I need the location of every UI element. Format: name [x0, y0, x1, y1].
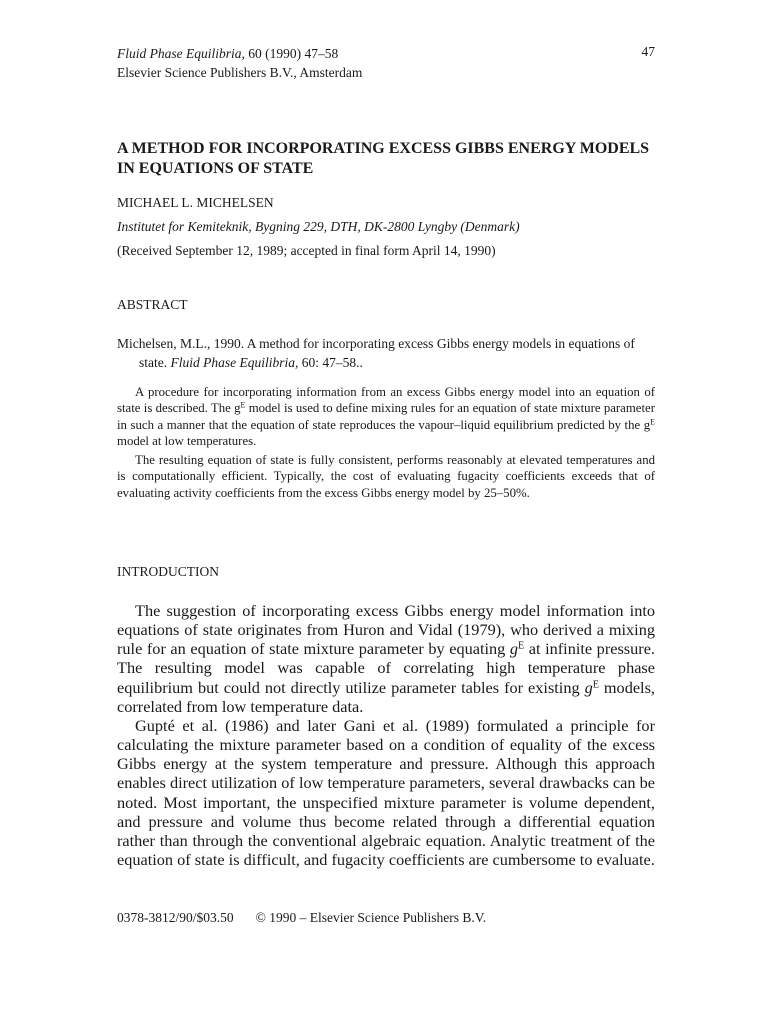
- copyright-notice: © 1990 – Elsevier Science Publishers B.V.: [255, 910, 487, 925]
- citation-volume: 60: 47–58..: [298, 355, 363, 370]
- abstract-paragraph-1: A procedure for incorporating information from an excess Gibbs energy model into an equation of state is described. The $g^E$ model is used to define mixing rules for an equation of state mixture parameter in such a manner that the equation of state reproduces the vapour–liquid equilibrium predicted by the $g^E$ model at low temperatures.: [117, 385, 655, 448]
- abstract-paragraph-2: The resulting equation of state is fully consistent, performs reasonably at elevated temperatures and is computationally efficient. Typically, the cost of evaluating fugacity coefficients exceeds that of evaluating activity coefficients from the excess Gibbs energy model by 25–50%.: [117, 453, 655, 500]
- running-header: [117, 44, 362, 82]
- issn-price: 0378-3812/90/$03.50: [117, 910, 234, 925]
- abstract-citation: [117, 334, 655, 372]
- introduction-heading: INTRODUCTION: [117, 564, 219, 579]
- page-number: 47: [641, 44, 655, 59]
- introduction-paragraph-1: The suggestion of incorporating excess Gibbs energy model information into equations of state originates from Huron and Vidal (1979), who derived a mixing rule for an equation of state mixture parameter by equating $g^E$ at infinite pressure. The resulting model was capable of correlating high temperature phase equilibrium but could not directly utilize parameter tables for existing $g^E$ models, correlated from low temperature data.: [117, 601, 656, 716]
- introduction-paragraph-2: Gupté et al. (1986) and later Gani et al. (1989) formulated a principle for calculating the mixture parameter based on a condition of equality of the excess Gibbs energy at the system temperature and pressure. Although this approach enables direct utilization of low temperature parameters, several drawbacks can be noted. Most important, the unspecified mixture parameter is volume dependent, and pressure and volume thus become related through a differential equation rather than through the conventional algebraic equation. Analytic treatment of the equation of state is difficult, and fugacity coefficients are cumbersome to evaluate.: [117, 716, 655, 870]
- g-variable: g: [509, 639, 519, 659]
- author-name: MICHAEL L. MICHELSEN: [117, 195, 274, 210]
- superscript-e: E: [518, 640, 525, 652]
- author-affiliation: Institutet for Kemiteknik, Bygning 229, DTH, DK-2800 Lyngby (Denmark): [117, 219, 520, 234]
- received-dates: (Received September 12, 1989; accepted in final form April 14, 1990): [117, 243, 496, 258]
- footer-line: [117, 910, 486, 926]
- article-title: A METHOD FOR INCORPORATING EXCESS GIBBS ENERGY MODELS IN EQUATIONS OF STATE: [117, 140, 650, 177]
- journal-citation: [117, 44, 362, 63]
- publisher-line: Elsevier Science Publishers B.V., Amsterdam: [117, 65, 363, 80]
- abstract-heading: ABSTRACT: [117, 297, 188, 312]
- citation-text: Michelsen, M.L., 1990. A method for incorporating excess Gibbs energy models in equations of state.: [117, 336, 635, 370]
- g-variable: g: [584, 677, 593, 697]
- superscript-e: E: [650, 417, 655, 427]
- journal-name: Fluid Phase Equilibria,: [117, 46, 245, 61]
- superscript-e: E: [592, 679, 599, 691]
- volume-pages: 60 (1990) 47–58: [244, 46, 339, 61]
- citation-journal: Fluid Phase Equilibria,: [170, 355, 299, 370]
- superscript-e: E: [240, 400, 246, 410]
